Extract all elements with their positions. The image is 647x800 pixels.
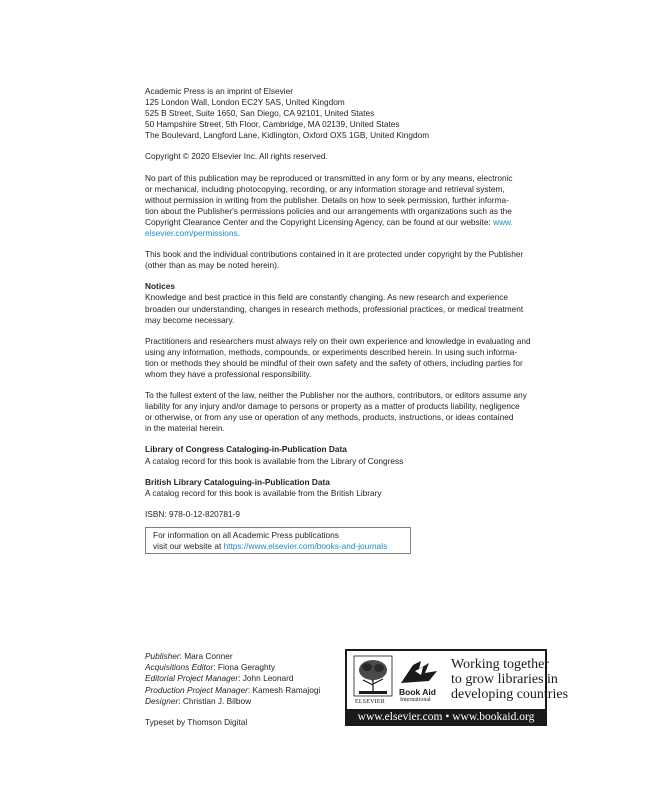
credits-list [145, 651, 320, 707]
permissions-link[interactable]: www. [493, 216, 513, 227]
credit-item: Publisher: Mara Conner [145, 651, 233, 661]
credit-item: Acquisitions Editor: Fiona Geraghty [145, 662, 276, 673]
notices-line: Knowledge and best practice in this field are constantly changing. As new research and experience [145, 292, 508, 303]
notices-line: in the material herein. [145, 423, 225, 434]
credit-name: Fiona Geraghty [217, 662, 276, 673]
protection-paragraph [145, 249, 548, 271]
credit-role: Publisher [145, 651, 180, 661]
books-journals-link[interactable]: https://www.elsevier.com/books-and-journals [223, 541, 388, 551]
notices-line: Practitioners and researchers must always rely on their own experience and knowledge in evaluating and [145, 335, 531, 346]
info-box-text: visit our website at [153, 541, 224, 551]
book-aid-banner [345, 649, 569, 726]
notices-line: broaden our understanding, changes in research methods, professional practices, or medical treatment [145, 303, 524, 314]
protection-line: (other than as may be noted herein). [145, 260, 280, 271]
bl-heading: British Library Cataloguing-in-Publication Data [145, 476, 330, 487]
credit-name: John Leonard [242, 673, 294, 684]
isbn-line: ISBN: 978-0-12-820781-9 [145, 508, 241, 519]
bl-text: A catalog record for this book is available from the British Library [145, 487, 382, 498]
bl-cataloging [145, 477, 548, 499]
credit-item: Designer: Christian J. Bilbow [145, 695, 252, 706]
rights-line: without permission in writing from the publisher. Details on how to seek permission, further informa- [145, 194, 509, 205]
notices-paragraph-2 [145, 336, 548, 380]
imprint-line: Academic Press is an imprint of Elsevier [145, 86, 294, 96]
credit-item: Production Project Manager: Kamesh Ramajogi [145, 684, 321, 695]
rights-line: No part of this publication may be reproduced or transmitted in any form or by any means, electronic [145, 172, 513, 183]
elsevier-tree-icon [353, 655, 393, 699]
book-aid-logo [399, 657, 439, 687]
elsevier-wordmark: ELSEVIER [355, 699, 385, 705]
publisher-addresses [145, 86, 548, 141]
credit-role: Designer [145, 695, 179, 706]
notices-line: To the fullest extent of the law, neither the Publisher nor the authors, contributors, or editors assume any [145, 390, 527, 401]
slogan-line: Working together [451, 657, 550, 672]
address-san-diego: 525 B Street, Suite 1650, San Diego, CA 92101, United States [145, 108, 375, 119]
credit-item: Editorial Project Manager: John Leonard [145, 673, 294, 684]
book-aid-international: International [400, 697, 431, 703]
book-aid-panel [347, 651, 569, 709]
rights-line: or mechanical, including photocopying, recording, or any information storage and retrieval system, [145, 183, 505, 194]
credit-name: Christian J. Bilbow [182, 695, 252, 706]
notices-line: liability for any injury and/or damage to persons or property as a matter of products liability, negligence [145, 401, 520, 412]
copyright-line: Copyright © 2020 Elsevier Inc. All rights reserved. [145, 151, 328, 162]
notices-line: or otherwise, or from any use or operation of any methods, products, instructions, or ideas contained [145, 412, 514, 423]
notices-section [145, 281, 548, 325]
info-box-line: For information on all Academic Press publications [153, 530, 339, 540]
notices-line: may become necessary. [145, 314, 235, 325]
book-hands-icon [399, 657, 439, 687]
notices-heading: Notices [145, 281, 175, 292]
address-london: 125 London Wall, London EC2Y 5AS, United Kingdom [145, 97, 345, 108]
book-aid-slogan [451, 657, 568, 702]
notices-paragraph-3 [145, 390, 548, 434]
credit-name: Kamesh Ramajogi [252, 684, 321, 695]
info-box-line [153, 541, 410, 552]
rights-text: . [237, 228, 240, 239]
slogan-line: developing countries [451, 687, 569, 702]
notices-line: using any information, methods, compounds, or experiments described herein. In using such informa- [145, 346, 518, 357]
rights-text: Copyright Clearance Center and the Copyright Licensing Agency, can be found at our website: [145, 216, 494, 227]
info-box [145, 527, 411, 554]
loc-heading: Library of Congress Cataloging-in-Publication Data [145, 444, 347, 455]
rights-line [145, 217, 548, 228]
book-aid-name: Book Aid [399, 687, 436, 697]
rights-line [145, 228, 548, 239]
book-aid-urls[interactable]: www.elsevier.com • www.bookaid.org [357, 711, 535, 723]
credit-name: Mara Conner [184, 651, 233, 661]
permissions-link[interactable]: elsevier.com/permissions [145, 228, 238, 239]
slogan-line: to grow libraries in [451, 672, 558, 687]
isbn [145, 509, 548, 520]
notices-line: tion or methods they should be mindful of their own safety and the safety of others, including parties for [145, 357, 523, 368]
rights-paragraph [145, 173, 548, 240]
credit-role: Editorial Project Manager [145, 673, 239, 684]
address-oxford: The Boulevard, Langford Lane, Kidlington, Oxford OX5 1GB, United Kingdom [145, 130, 430, 141]
elsevier-logo [353, 655, 393, 705]
loc-text: A catalog record for this book is available from the Library of Congress [145, 455, 404, 466]
notices-line: whom they have a professional responsibility. [145, 368, 312, 379]
copyright-page-body [145, 86, 548, 530]
loc-cataloging [145, 444, 548, 466]
protection-line: This book and the individual contributions contained in it are protected under copyright by the Publisher [145, 249, 524, 260]
credit-role: Production Project Manager [145, 684, 248, 695]
copyright-notice [145, 151, 548, 162]
rights-line: tion about the Publisher's permissions policies and our arrangements with organizations such as the [145, 205, 512, 216]
credit-role: Acquisitions Editor [145, 662, 214, 673]
address-cambridge: 50 Hampshire Street, 5th Floor, Cambridge, MA 02139, United States [145, 119, 400, 130]
typeset-line: Typeset by Thomson Digital [145, 717, 248, 727]
